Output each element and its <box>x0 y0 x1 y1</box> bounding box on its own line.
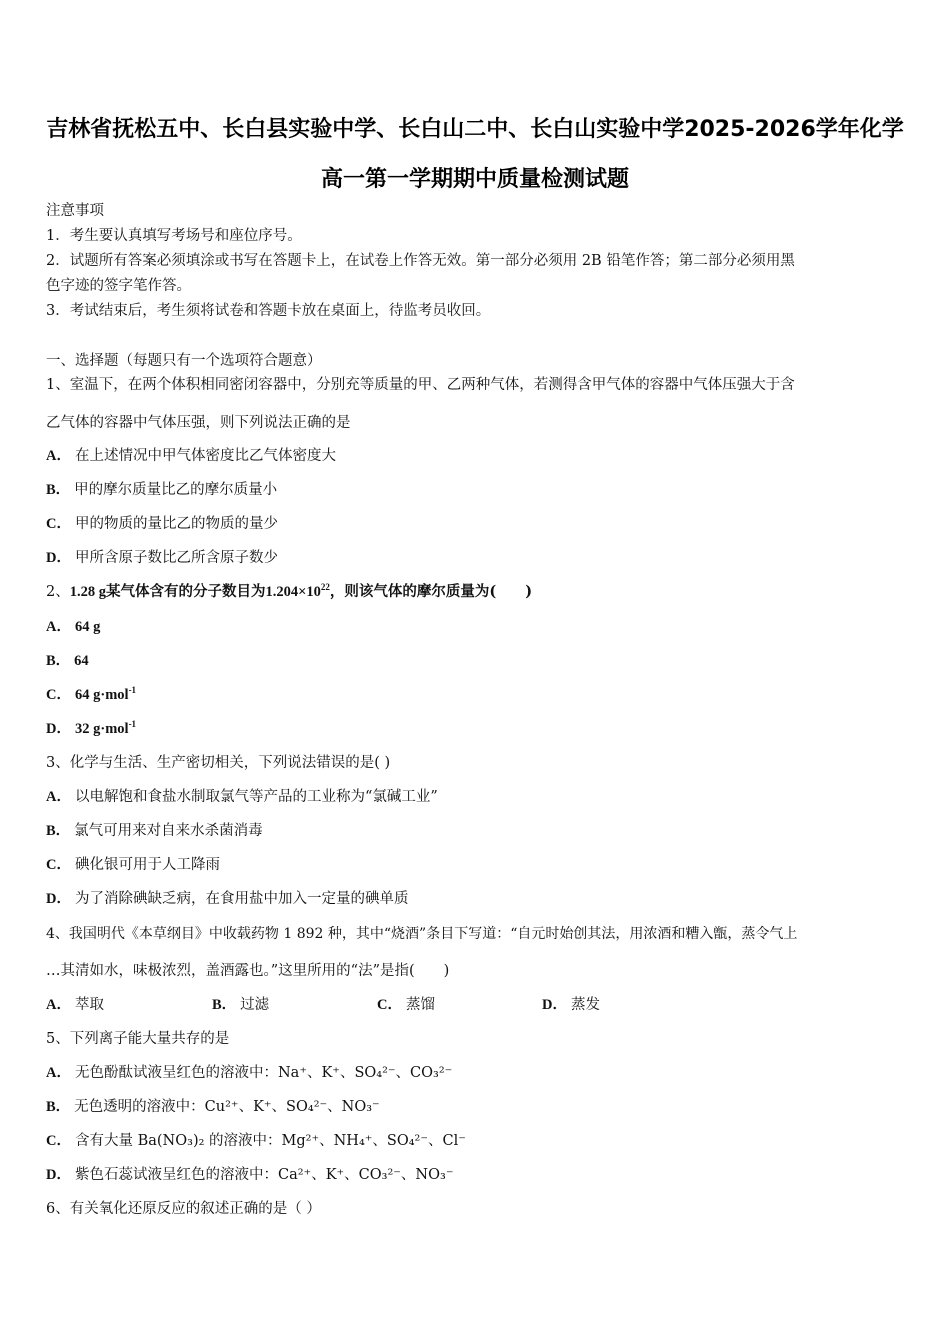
option-superscript: -1 <box>128 719 137 730</box>
option-text: 甲所含原子数比乙所含原子数少 <box>74 550 278 566</box>
q1-option-a <box>46 447 336 465</box>
q2-mid: 某气体含有的分子数目为 <box>105 583 266 600</box>
option-text: 64 <box>74 653 89 669</box>
q2-suffix: ，则该气体的摩尔质量为( ) <box>329 583 533 600</box>
notice-item-2: 2．试题所有答案必须填涂或书写在答题卡上，在试卷上作答无效。第一部分必须用 2B 铅笔作答；第二部分必须用黑 <box>46 253 795 269</box>
option-letter: C． <box>46 1133 71 1149</box>
q2-exponent: 22 <box>320 582 330 593</box>
option-letter: D． <box>46 721 71 737</box>
option-letter: B． <box>46 823 71 839</box>
q5-option-b <box>46 1098 380 1116</box>
option-text: 32 g·mol <box>74 721 129 737</box>
option-letter: A． <box>46 789 71 805</box>
q2-option-a <box>46 618 100 636</box>
option-letter: D． <box>542 997 567 1013</box>
q6-stem: 6、有关氧化还原反应的叙述正确的是（ ） <box>46 1201 321 1217</box>
q2-option-c <box>46 686 136 704</box>
q5-stem: 5、下列离子能大量共存的是 <box>46 1031 230 1047</box>
option-letter: C． <box>377 997 402 1013</box>
exam-title-line1: 吉林省抚松五中、长白县实验中学、长白山二中、长白山实验中学2025-2026学年化学 <box>46 117 904 142</box>
option-superscript: -1 <box>128 685 137 696</box>
option-text: 甲的摩尔质量比乙的摩尔质量小 <box>74 482 278 498</box>
section-heading: 一、选择题（每题只有一个选项符合题意） <box>46 353 322 369</box>
option-letter: B． <box>212 997 237 1013</box>
option-letter: B． <box>46 1099 71 1115</box>
option-text: 蒸馏 <box>405 997 435 1013</box>
q2-count: 1.204×10 <box>265 584 321 600</box>
option-text: 氯气可用来对自来水杀菌消毒 <box>74 823 263 839</box>
option-letter: B． <box>46 482 71 498</box>
q4-option-a <box>46 996 104 1014</box>
q3-option-a <box>46 788 438 806</box>
option-text: 萃取 <box>74 997 104 1013</box>
option-letter: D． <box>46 891 71 907</box>
q3-option-c <box>46 856 220 874</box>
option-text: 含有大量 Ba(NO₃)₂ 的溶液中：Mg²⁺、NH₄⁺、SO₄²⁻、Cl⁻ <box>74 1133 466 1149</box>
option-letter: D． <box>46 550 71 566</box>
option-text: 无色酚酞试液呈红色的溶液中：Na⁺、K⁺、SO₄²⁻、CO₃²⁻ <box>74 1065 453 1081</box>
option-text: 过滤 <box>240 997 270 1013</box>
q5-option-a <box>46 1064 452 1082</box>
q1-option-c <box>46 515 278 533</box>
notice-item-2-cont: 色字迹的签字笔作答。 <box>46 278 191 294</box>
option-text: 以电解饱和食盐水制取氯气等产品的工业称为“氯碱工业” <box>74 789 438 805</box>
q4-option-d <box>542 996 600 1014</box>
q4-option-c <box>377 996 435 1014</box>
option-letter: A． <box>46 1065 71 1081</box>
option-text: 紫色石蕊试液呈红色的溶液中：Ca²⁺、K⁺、CO₃²⁻、NO₃⁻ <box>74 1167 454 1183</box>
option-letter: A． <box>46 619 71 635</box>
q5-option-c <box>46 1132 466 1150</box>
option-text: 在上述情况中甲气体密度比乙气体密度大 <box>74 448 336 464</box>
option-text: 甲的物质的量比乙的物质的量少 <box>74 516 278 532</box>
q1-stem-line1: 1、室温下，在两个体积相同密闭容器中，分别充等质量的甲、乙两种气体，若测得含甲气体的容器中气体压强大于含 <box>46 377 795 393</box>
q3-option-d <box>46 890 408 908</box>
option-text: 碘化银可用于人工降雨 <box>74 857 220 873</box>
option-letter: A． <box>46 448 71 464</box>
option-text: 64 g·mol <box>74 687 129 703</box>
q2-stem <box>46 583 532 601</box>
q5-option-d <box>46 1166 453 1184</box>
option-text: 64 g <box>74 619 101 635</box>
q2-option-b <box>46 652 89 670</box>
q1-option-b <box>46 481 277 499</box>
exam-title-line2: 高一第一学期期中质量检测试题 <box>320 167 629 192</box>
option-letter: A． <box>46 997 71 1013</box>
notice-item-3: 3．考试结束后，考生须将试卷和答题卡放在桌面上，待监考员收回。 <box>46 303 491 319</box>
q1-stem-line2: 乙气体的容器中气体压强，则下列说法正确的是 <box>46 415 351 431</box>
option-text: 蒸发 <box>570 997 600 1013</box>
option-text: 为了消除碘缺乏病，在食用盐中加入一定量的碘单质 <box>74 891 409 907</box>
option-letter: C． <box>46 857 71 873</box>
q2-prefix: 2、 <box>46 584 70 600</box>
q4-stem-line1: 4、我国明代《本草纲目》中收载药物 1 892 种，其中“烧酒”条目下写道：“自元时始创其法，用浓酒和糟入甑，蒸令气上 <box>46 926 798 942</box>
q3-option-b <box>46 822 263 840</box>
option-letter: D． <box>46 1167 71 1183</box>
q4-stem-line2: …其清如水，味极浓烈，盖酒露也。”这里所用的“法”是指( ) <box>46 963 450 979</box>
option-text: 无色透明的溶液中：Cu²⁺、K⁺、SO₄²⁻、NO₃⁻ <box>74 1099 380 1115</box>
q2-option-d <box>46 720 136 738</box>
option-letter: B． <box>46 653 71 669</box>
option-letter: C． <box>46 687 71 703</box>
q2-mass: 1.28 g <box>69 584 106 600</box>
notice-item-1: 1．考生要认真填写考场号和座位序号。 <box>46 228 302 244</box>
notice-heading: 注意事项 <box>46 203 104 219</box>
q4-option-b <box>212 996 269 1014</box>
option-letter: C． <box>46 516 71 532</box>
q1-option-d <box>46 549 278 567</box>
q4-options-row <box>46 996 906 1016</box>
q3-stem: 3、化学与生活、生产密切相关，下列说法错误的是( ) <box>46 755 391 771</box>
